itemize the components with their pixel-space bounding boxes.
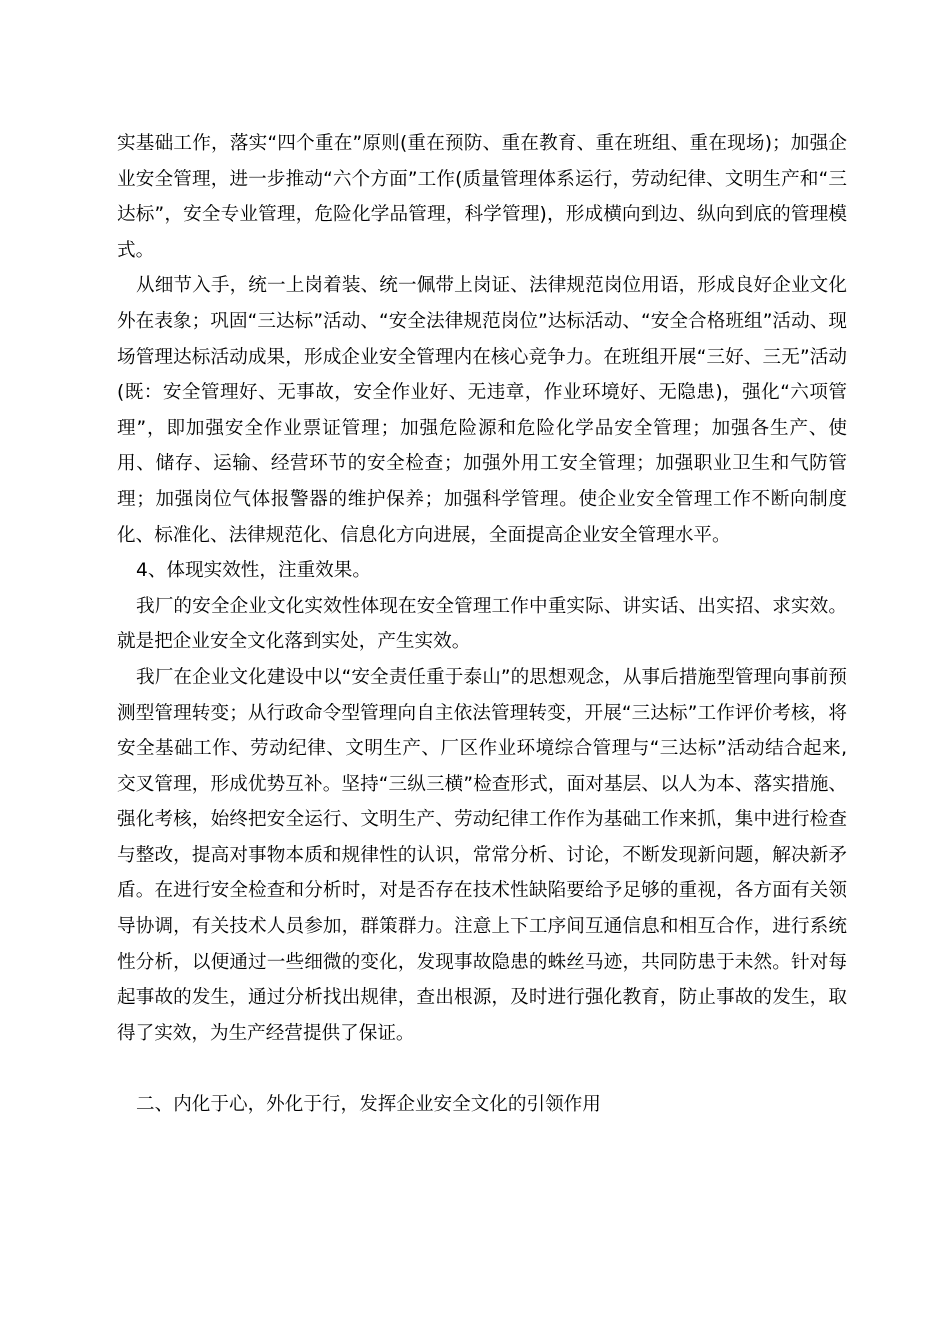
paragraph-spacer [117,1051,847,1087]
paragraph-practice: 我厂在企业文化建设中以“安全责任重于泰山”的思想观念，从事后措施型管理向事前预测型管理转变；从行政命令型管理向自主依法管理转变，开展“三达标”工作评价考核，将安全基础工作、劳动纪律、文明生产、厂区作业环境综合管理与“三达标”活动结合起来,交叉管理，形成优势互补。坚持“三纵三横”检查形式，面对基层、以人为本、落实措施、强化考核，始终把安全运行、文明生产、劳动纪律工作作为基础工作来抓，集中进行检查与整改，提高对事物本质和规律性的认识，常常分析、讨论，不断发现新问题，解决新矛盾。在进行安全检查和分析时，对是否存在技术性缺陷要给予足够的重视，各方面有关领导协调，有关技术人员参加，群策群力。注意上下工序间互通信息和相互合作，进行系统性分析，以便通过一些细微的变化，发现事故隐患的蛛丝马迹，共同防患于未然。针对每起事故的发生，通过分析找出规律，查出根源，及时进行强化教育，防止事故的发生，取得了实效，为生产经营提供了保证。 [117,666,847,1044]
document-body [117,126,847,1123]
subsection-heading: 4、体现实效性，注重效果。 [136,560,371,582]
paragraph-effectiveness: 我厂的安全企业文化实效性体现在安全管理工作中重实际、讲实话、出实招、求实效。就是把企业安全文化落到实处，产生实效。 [117,595,847,653]
paragraph-detail-start: 从细节入手，统一上岗着装、统一佩带上岗证、法律规范岗位用语，形成良好企业文化外在表象；巩固“三达标”活动、“安全法律规范岗位”达标活动、“安全合格班组”活动、现场管理达标活动成果，形成企业安全管理内在核心竞争力。在班组开展“三好、三无”活动(既：安全管理好、无事故，安全作业好、无违章，作业环境好、无隐患)，强化“六项管理”，即加强安全作业票证管理；加强危险源和危险化学品安全管理；加强各生产、使用、储存、运输、经营环节的安全检查；加强外用工安全管理；加强职业卫生和气防管理；加强岗位气体报警器的维护保养；加强科学管理。使企业安全管理工作不断向制度化、标准化、法律规范化、信息化方向进展，全面提高企业安全管理水平。 [117,275,847,546]
paragraph-continuation: 实基础工作，落实“四个重在”原则(重在预防、重在教育、重在班组、重在现场)；加强企业安全管理，进一步推动“六个方面”工作(质量管理体系运行，劳动纪律、文明生产和“三达标”，安全专业管理，危险化学品管理，科学管理)，形成横向到边、纵向到底的管理模式。 [117,133,847,261]
section-heading: 二、内化于心，外化于行，发挥企业安全文化的引领作用 [136,1094,601,1116]
